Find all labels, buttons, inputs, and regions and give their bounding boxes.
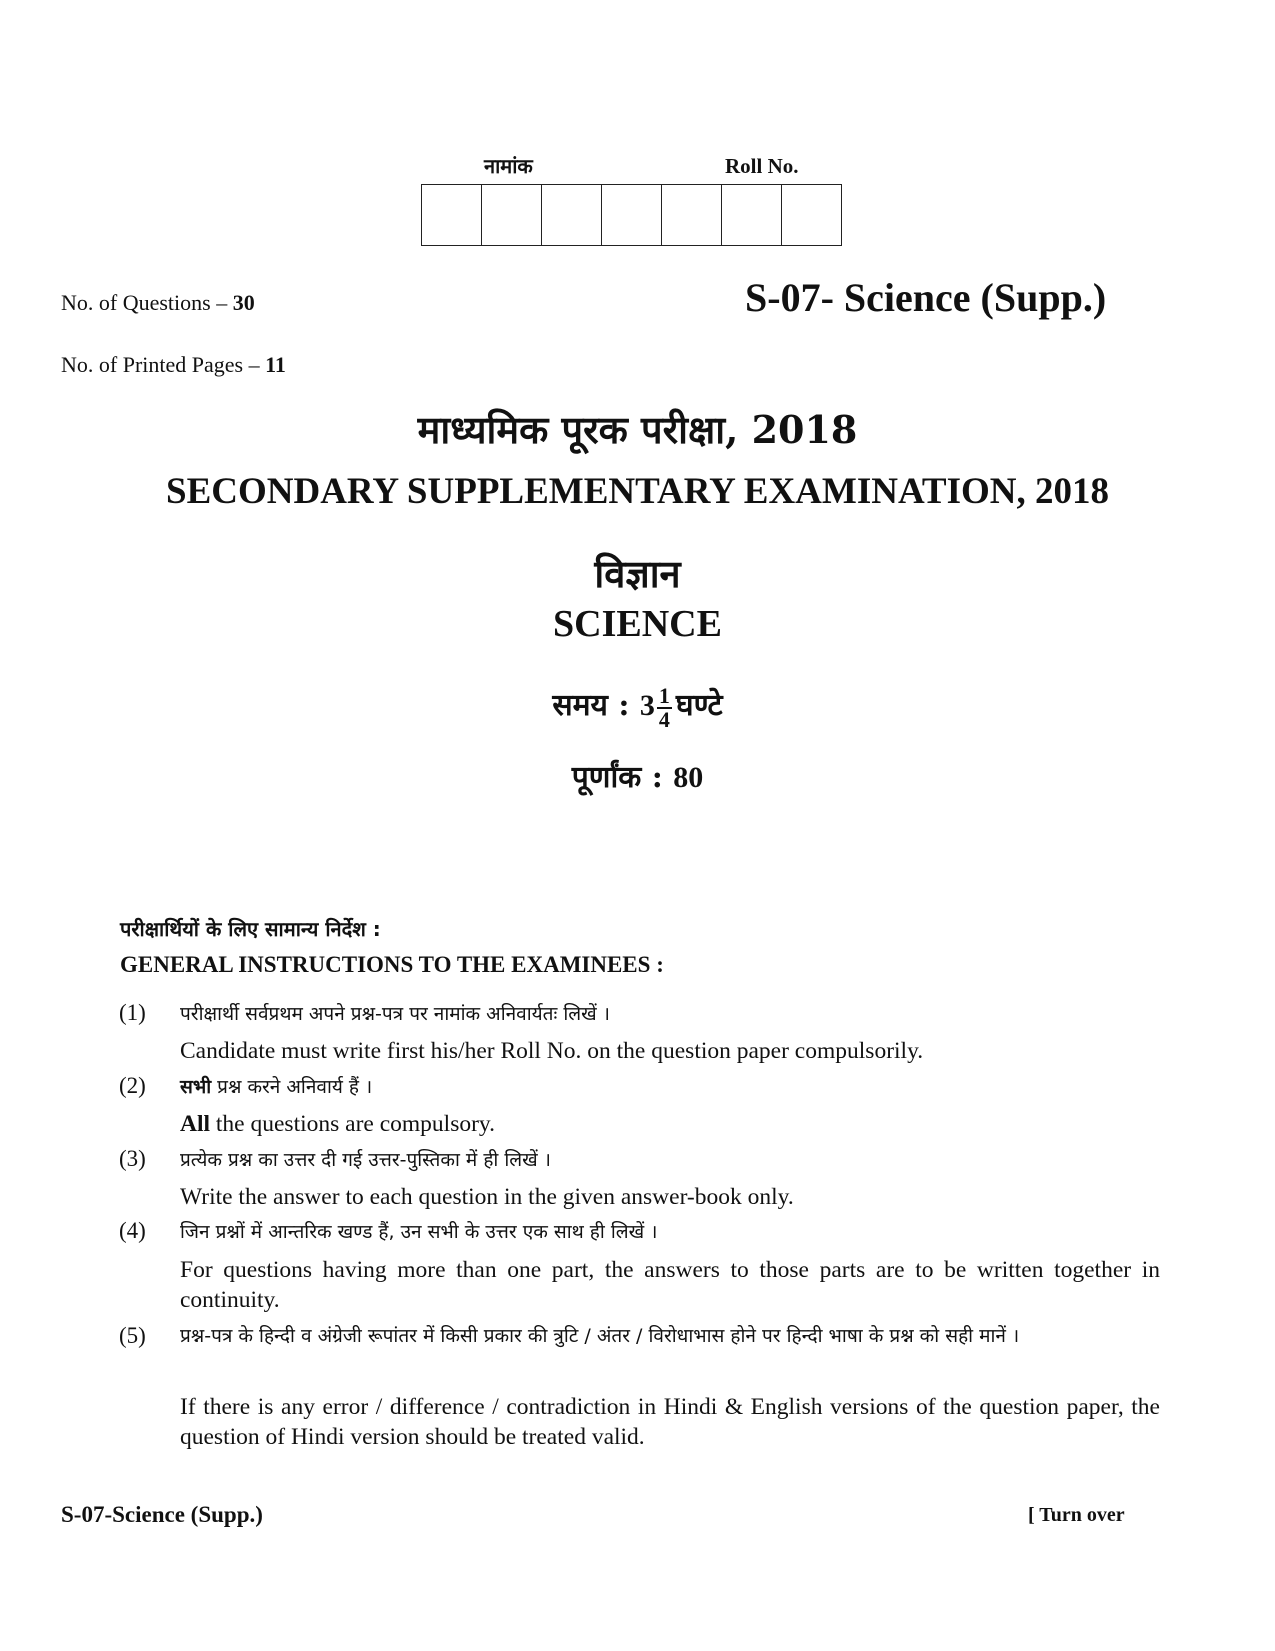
instruction-english: Candidate must write first his/her Roll No. on the question paper compulsorily. bbox=[180, 1038, 924, 1064]
instruction-hindi-rest: प्रश्न करने अनिवार्य हैं । bbox=[211, 1076, 373, 1098]
time-numerator: 1 bbox=[658, 683, 670, 709]
questions-value: 30 bbox=[232, 290, 255, 315]
roll-label-hindi: नामांक bbox=[484, 154, 533, 178]
subject-hindi: विज्ञान bbox=[594, 551, 681, 596]
pages-value: 11 bbox=[265, 352, 286, 377]
subject-english: SCIENCE bbox=[553, 603, 722, 645]
instruction-number: (2) bbox=[119, 1073, 146, 1098]
instructions-heading-english: GENERAL INSTRUCTIONS TO THE EXAMINEES : bbox=[120, 952, 664, 977]
exam-title-english: SECONDARY SUPPLEMENTARY EXAMINATION, 2018 bbox=[166, 471, 1109, 512]
roll-box[interactable] bbox=[542, 185, 602, 245]
paper-code: S-07- Science (Supp.) bbox=[745, 275, 1107, 320]
roll-label-english: Roll No. bbox=[725, 154, 799, 178]
time-whole: 3 bbox=[639, 689, 655, 722]
time-label: समय : bbox=[552, 688, 640, 723]
number-of-pages bbox=[61, 352, 286, 378]
instruction-english: If there is any error / difference / contradiction in Hindi & English versions of the question paper, the question of Hindi version should be treated valid. bbox=[180, 1394, 1160, 1450]
roll-box[interactable] bbox=[602, 185, 662, 245]
instruction-english bbox=[180, 1109, 1160, 1139]
time-allowed bbox=[0, 683, 1275, 731]
time-unit: घण्टे bbox=[675, 688, 723, 723]
questions-label: No. of Questions – bbox=[61, 290, 233, 315]
instruction-number: (5) bbox=[119, 1323, 146, 1348]
instruction-hindi bbox=[180, 1071, 1160, 1103]
time-fraction bbox=[657, 685, 672, 731]
roll-box[interactable] bbox=[482, 185, 542, 245]
instruction-english: For questions having more than one part, the answers to those parts are to be written together in continuity. bbox=[180, 1257, 1160, 1313]
maximum-marks bbox=[0, 755, 1275, 796]
instructions-heading-hindi: परीक्षार्थियों के लिए सामान्य निर्देश : bbox=[120, 917, 381, 941]
instruction-hindi-bold: सभी bbox=[180, 1076, 212, 1098]
instruction-number: (1) bbox=[119, 1000, 146, 1025]
roll-box[interactable] bbox=[422, 185, 482, 245]
roll-box[interactable] bbox=[782, 185, 842, 245]
instruction-english: Write the answer to each question in the given answer-book only. bbox=[180, 1184, 794, 1210]
marks-value: 80 bbox=[673, 761, 704, 794]
roll-box[interactable] bbox=[722, 185, 782, 245]
instruction-hindi: जिन प्रश्नों में आन्तरिक खण्ड हैं, उन सभी के उत्तर एक साथ ही लिखें । bbox=[180, 1221, 658, 1243]
instruction-english-bold: All bbox=[180, 1111, 211, 1137]
instruction-hindi: परीक्षार्थी सर्वप्रथम अपने प्रश्न-पत्र पर नामांक अनिवार्यतः लिखें । bbox=[180, 1003, 610, 1025]
marks-label: पूर्णांक : bbox=[571, 760, 674, 795]
turn-over-note: [ Turn over bbox=[1028, 1504, 1125, 1526]
time-denominator: 4 bbox=[658, 707, 670, 733]
pages-label: No. of Printed Pages – bbox=[61, 352, 266, 377]
footer-paper-code: S-07-Science (Supp.) bbox=[61, 1502, 263, 1527]
number-of-questions bbox=[61, 290, 255, 316]
instruction-number: (3) bbox=[119, 1146, 146, 1171]
instruction-english-rest: the questions are compulsory. bbox=[210, 1111, 496, 1137]
roll-box[interactable] bbox=[662, 185, 722, 245]
roll-number-boxes bbox=[421, 184, 842, 246]
exam-title-hindi: माध्यमिक पूरक परीक्षा, 2018 bbox=[417, 407, 858, 452]
instruction-hindi: प्रश्न-पत्र के हिन्दी व अंग्रेजी रूपांतर में किसी प्रकार की त्रुटि / अंतर / विरोधाभास होने पर हिन्दी भाषा के प्रश्न को सही मानें । bbox=[180, 1325, 1020, 1347]
instruction-hindi: प्रत्येक प्रश्न का उत्तर दी गई उत्तर-पुस्तिका में ही लिखें । bbox=[180, 1149, 551, 1171]
instruction-number: (4) bbox=[119, 1218, 146, 1243]
